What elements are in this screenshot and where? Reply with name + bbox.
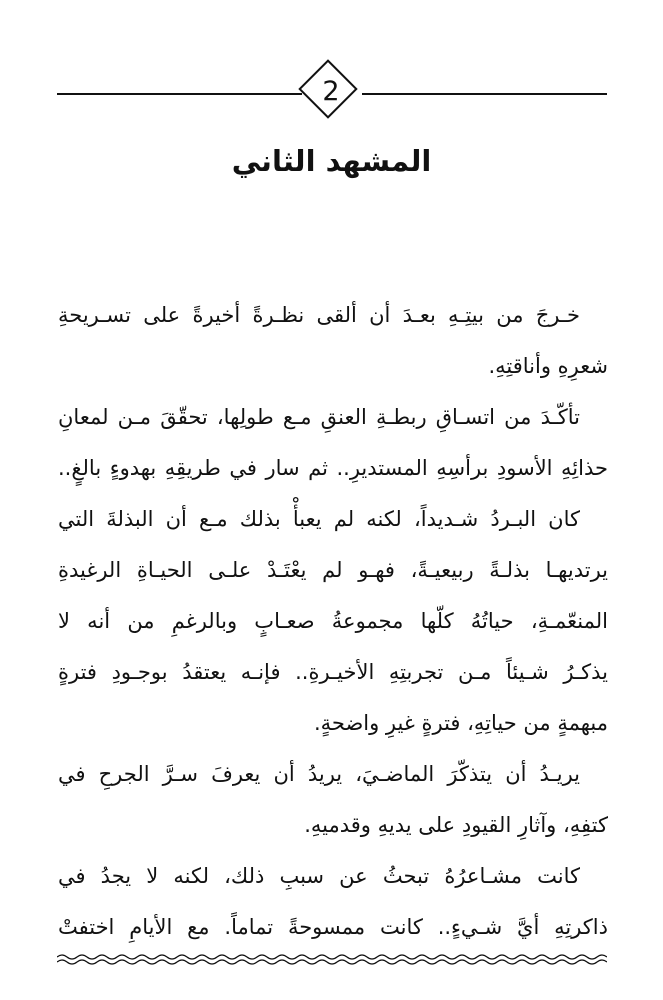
header-rule-right [362,93,607,95]
body-text [58,290,608,953]
text-line: ذاكرتِهِ أيَّ شـيءٍ.. كانت ممسوحةً تماماً. مع الأيامِ اختفتْ [58,915,608,939]
text-line: كان البـردُ شـديداً، لكنه لم يعبأْ بذلك مـع أن البذلةَ التي [58,507,580,531]
wave-line-bottom [57,960,607,964]
text-line: مبهمةٍ من حياتِهِ، فترةٍ غيرِ واضحةٍ. [313,711,608,735]
header-rule-left [57,93,302,95]
text-line: المنعّمـةِ، حياتُهُ كلّها مجموعةُ صعـابٍ وبالرغمِ من أنه لا [58,609,608,633]
wave-line-top [57,955,607,959]
text-line: خـرجَ من بيتِـهِ بعـدَ أن ألقى نظـرةً أخيرةً على تسـريحةِ [58,303,580,327]
scene-title: المشهد الثاني [231,144,432,178]
text-line: يذكـرُ شـيئاً مـن تجربتِهِ الأخيـرةِ.. فإنـه يعتقدُ بوجـودِ فترةٍ [58,660,608,684]
text-line: يرتديهـا بذلـةً ربيعيـةً، فهـو لم يعْتَـدْ علـى الحيـاةِ الرغيدةِ [58,558,608,582]
text-line: تأكّـدَ من اتسـاقِ ربطـةِ العنقِ مـع طولِها، تحقّقَ مـن لمعانِ [58,405,580,429]
text-line: شعرِهِ وأناقتِهِ. [488,354,608,378]
chapter-number: 2 [322,76,340,107]
chapter-header [57,62,607,122]
text-line: كتفِهِ، وآثارِ القيودِ على يديهِ وقدميهِ. [304,813,608,837]
text-line: حذائِهِ الأسودِ برأسِهِ المستديرِ.. ثم سار في طريقِهِ بهدوءٍ بالغٍ.. [58,456,608,480]
bottom-wave-divider [57,952,607,966]
text-line: يريـدُ أن يتذكّرَ الماضـيَ، يريدُ أن يعرفَ سـرَّ الجرحِ في [58,762,580,786]
text-line: كانت مشـاعرُهُ تبحثُ عن سببِ ذلك، لكنه لا يجدُ في [58,864,580,888]
